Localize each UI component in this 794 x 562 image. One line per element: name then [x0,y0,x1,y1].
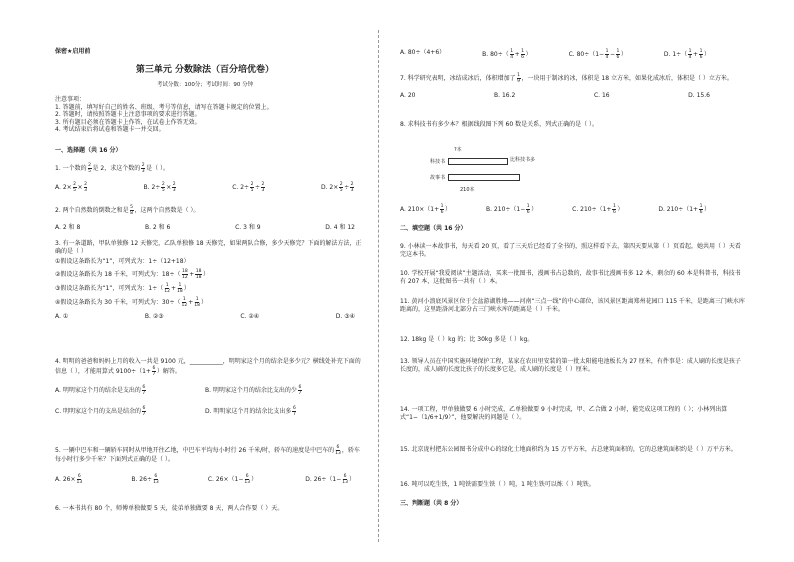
fraction: $\frac{2}{5}$ [88,163,92,174]
question-6: 6. 一本书共有 80 个，师傅单独做要 5 天，徒弟单独做要 8 天，两人合作要（ ）天。 [55,505,284,512]
question-3: 3. 有一条道路，甲队单独修 12 天修完，乙队单独修 18 天修完，如果两队合修，多少天修完？下面的解法方法，正确的是（ ） ①假设这条路长为“1”，可列式为：1÷（12+18） ②假设这条路长为 18 千米，可列式为：18÷（ $\frac{18}{12}$ + $\frac{18}{18}$ ） ③假设这条路长为“1”，可列式为：1÷（ $\frac{1}{12}$ + $\frac{1}{18}$ ） ④假设这条路长为 30 千米，可列式为：30÷（ $\frac{1}{12}$ + $\frac{1}{18}$ ） A. ① B. ②③ C. ②④ D. ③④ [55,240,362,320]
option-d[interactable]: D. 15.6 [688,92,710,99]
option-d[interactable]: D. 210÷（1+ $\frac{1}{6}$ ） [658,204,710,215]
option-d[interactable]: D. 26÷（1− $\frac{6}{13}$ ） [305,473,355,485]
line-segment-diagram: ?本 科技书 比科技书多 故事书 210本 [430,147,536,193]
option-a[interactable]: A. 210×（1+ $\frac{1}{6}$ ） [400,204,452,215]
note-item: 1. 答题前，填写好自己的姓名、班级、考号等信息，请写在答题卡规定的位置上。 [55,103,273,111]
question-6-options [400,49,745,60]
option-a[interactable]: A. 2 和 8 [55,224,81,231]
option-b[interactable]: B. 210÷（1− $\frac{1}{6}$ ） [486,204,538,215]
question-10: 10. 学校开展“我爱阅读”主题活动，买来一批图书，漫画书占总数的，故事书比漫画书多 12 本，剩余的 60 本是科普书，科技书有 207 本，这批图书一共有（ ）本。 [400,270,741,285]
question-5: 5. 一辆中巴车和一辆轿车同时从甲地开往乙地，中巴车平均每小时行 26 千米/时，轿车的速度是中巴车的 $\frac{6}{13}$ ，轿车每小时行多少千米？下面列式正确的是（ ）。 A. 26× $\frac{6}{13}$ B. 26÷ $\frac{6}{13}$ C. 26×（1− $\frac{6}{13}$ ） D. 26÷（1− $\frac{6}{13}$ ） [55,445,360,485]
question-12: 12. 18kg 是（ ）kg 的；比 30kg 多是（ ）kg。 [400,336,534,343]
option-b[interactable]: B. 明明家这个月的结余比支出的少 $\frac{6}{7}$ [205,384,302,396]
option-a[interactable]: A. 26× $\frac{6}{13}$ [55,473,83,485]
option-d[interactable]: D. 明明家这个月的结余比支出多 $\frac{6}{7}$ [205,405,296,417]
question-2: 2. 两个自然数的倒数之和是 $\frac{5}{8}$ ，这两个自然数是（ ）。 A. 2 和 8 B. 2 和 6 C. 3 和 9 D. 4 和 12 [55,205,355,231]
option-a[interactable]: A. 20 [400,92,416,99]
question-16: 16. 吨可以吃生铁，1 吨铁需要生铁（ ）吨，1 吨生铁可以炼（ ）吨铁。 [400,481,595,488]
notes-heading: 注意事项： [55,96,86,103]
page-divider [378,30,379,542]
option-c[interactable]: C. 明明家这个月的支出是结余的 $\frac{6}{7}$ [55,405,146,417]
option-c[interactable]: C. 2÷ $\frac{2}{5}$ ÷ $\frac{2}{3}$ [232,182,265,193]
option-c[interactable]: C. ②④ [240,312,260,320]
option-d[interactable]: D. ③④ [335,312,355,320]
option-c[interactable]: C. 3 和 9 [235,224,261,231]
option-c[interactable]: C. 210÷（1+ $\frac{1}{6}$ ） [572,204,624,215]
option-c[interactable]: C. 16 [593,92,610,99]
question-11: 11. 黄河小浪底风景区位于会盆游湖胜地——河南“三点一线”的中心部位，该风景区距离郑州花园口 115 千米，是距离三门峡水库距离的，这里距洛河北部分占三门峡水库的距离是（ ）千米。 [400,298,745,313]
option-b[interactable]: B. ②③ [144,312,164,320]
option-d[interactable]: D. 2× $\frac{2}{5}$ ÷ $\frac{2}{3}$ [320,182,354,193]
question-4: 4. 明明的爸爸和妈妈上月的收入一共是 9100 元，___________，明明家这个月的结余是多少元？横线处补充下面的信息（ ），才能用算式 9100÷（1+ $\frac{6}{7}$ ）解答。 A. 明明家这个月的结余是支出的 $\frac{6}{7}$ B. 明明家这个月的结余比支出的少 $\frac{6}{7}$ C. 明明家这个月的支出是结余的 $\frac{6}{7}$ D. 明明家这个月的结余比支出多 $\frac{6}{7}$ [55,358,361,417]
question-1: 1. 一个数的 $\frac{2}{5}$ 是 2，求这个数的 $\frac{2}{3}$ 是（ ）。 A. 2× $\frac{2}{5}$ × $\frac{2}{3}$ B. 2÷ $\frac{2}{5}$ × $\frac{2}{3}$ C. 2÷ $\frac{2}{5}$ ÷ $\frac{2}{3}$ D. 2× $\frac{2}{5}$ ÷ $\frac{2}{3}$ [55,163,354,193]
question-15: 15. 北京庞村把东公园图书分成中心的绿化土地面积约为 15 万平方米，占总建筑面积的，它的总建筑面积约是（ ）万平方米。 [400,446,737,453]
option-a[interactable]: A. 80÷（4+6） [400,49,446,56]
option-b[interactable]: B. 2÷ $\frac{2}{5}$ × $\frac{2}{3}$ [143,182,176,193]
secret-label: 保密★启用前 [55,48,91,55]
option-d[interactable]: D. 4 和 12 [325,224,355,231]
section-choice-heading: 一、选择题（共 16 分） [55,147,122,154]
option-c[interactable]: C. 80÷（1− $\frac{1}{4}$ − $\frac{1}{6}$ ） [568,49,627,60]
option-b[interactable]: B. 2 和 6 [144,224,171,231]
question-8-options [400,204,745,215]
question-8: 8. 求科技书有多少本？根据线段图下列 60 数是关系，列式正确的是（ ）。 [400,121,598,128]
note-item: 4. 考试结束后将试卷和答题卡一并交回。 [55,126,165,133]
science-bar [448,158,508,165]
option-a[interactable]: A. ① [55,312,69,320]
question-9: 9. 小林读一本故事书，每天看 20 页，看了三天后已经看了全书的，照这样看下去，第四天要从第（ ）页看起，她共用（ ）天看完这本书。 [400,243,741,258]
story-bar [448,174,520,181]
option-d[interactable]: D. 1÷（ $\frac{1}{4}$ + $\frac{1}{6}$ ） [663,49,710,60]
section-fill-heading: 二、填空题（共 16 分） [400,225,467,232]
section-judge-heading: 三、判断题（共 8 分） [400,500,463,507]
fraction: $\frac{2}{3}$ [141,163,145,174]
exam-meta: 考试分数：100分；考试时间：90 分钟 [156,82,254,88]
option-a[interactable]: A. 明明家这个月的结余是支出的 $\frac{6}{7}$ [55,384,146,396]
option-b[interactable]: B. 26÷ $\frac{6}{13}$ [131,473,159,485]
question-14: 14. 一项工程，甲单独做要 6 小时完成，乙单独做要 9 小时完成，甲、乙合做 2 小时，能完成这项工程的（ ）；小林列出算式“1−（1/6+1/9）”，他要解决的问题是（ ）。 [400,406,728,421]
question-7: 7. 科学研究表明，冰结成冰后，体积增加了 $\frac{1}{9}$ ，一块用于制冰的冰，体积是 18 立方米，如果化成冰后，体积是（ ）立方米。 A. 20 B. 16.2 C. 16 D. 15.6 [400,73,733,99]
note-item: 3. 所有题目必须在答题卡上作答，在试卷上作答无效。 [55,118,201,126]
option-b[interactable]: B. 80÷（ $\frac{1}{4}$ + $\frac{1}{6}$ ） [482,49,532,60]
question-13: 13. 领导人员在中国实施环境保护工程，某家在农田里安装的第一批太阳能电池板长为 27 厘米，有件事是：成人刷的长度是孩子长度的，成人刷的长度比孩子的长度多它是，成人刷的长度是（ ）厘米。 [400,358,741,373]
notes-block [55,96,365,134]
option-a[interactable]: A. 2× $\frac{2}{5}$ × $\frac{2}{3}$ [55,182,87,193]
note-item: 2. 答题时，请按照答题卡上注意事项的要求进行答题。 [55,111,201,118]
exam-title: 第三单元 分数除法（百分培优卷） [135,65,275,75]
option-c[interactable]: C. 26×（1− $\frac{6}{13}$ ） [207,473,258,485]
option-b[interactable]: B. 16.2 [494,92,516,99]
